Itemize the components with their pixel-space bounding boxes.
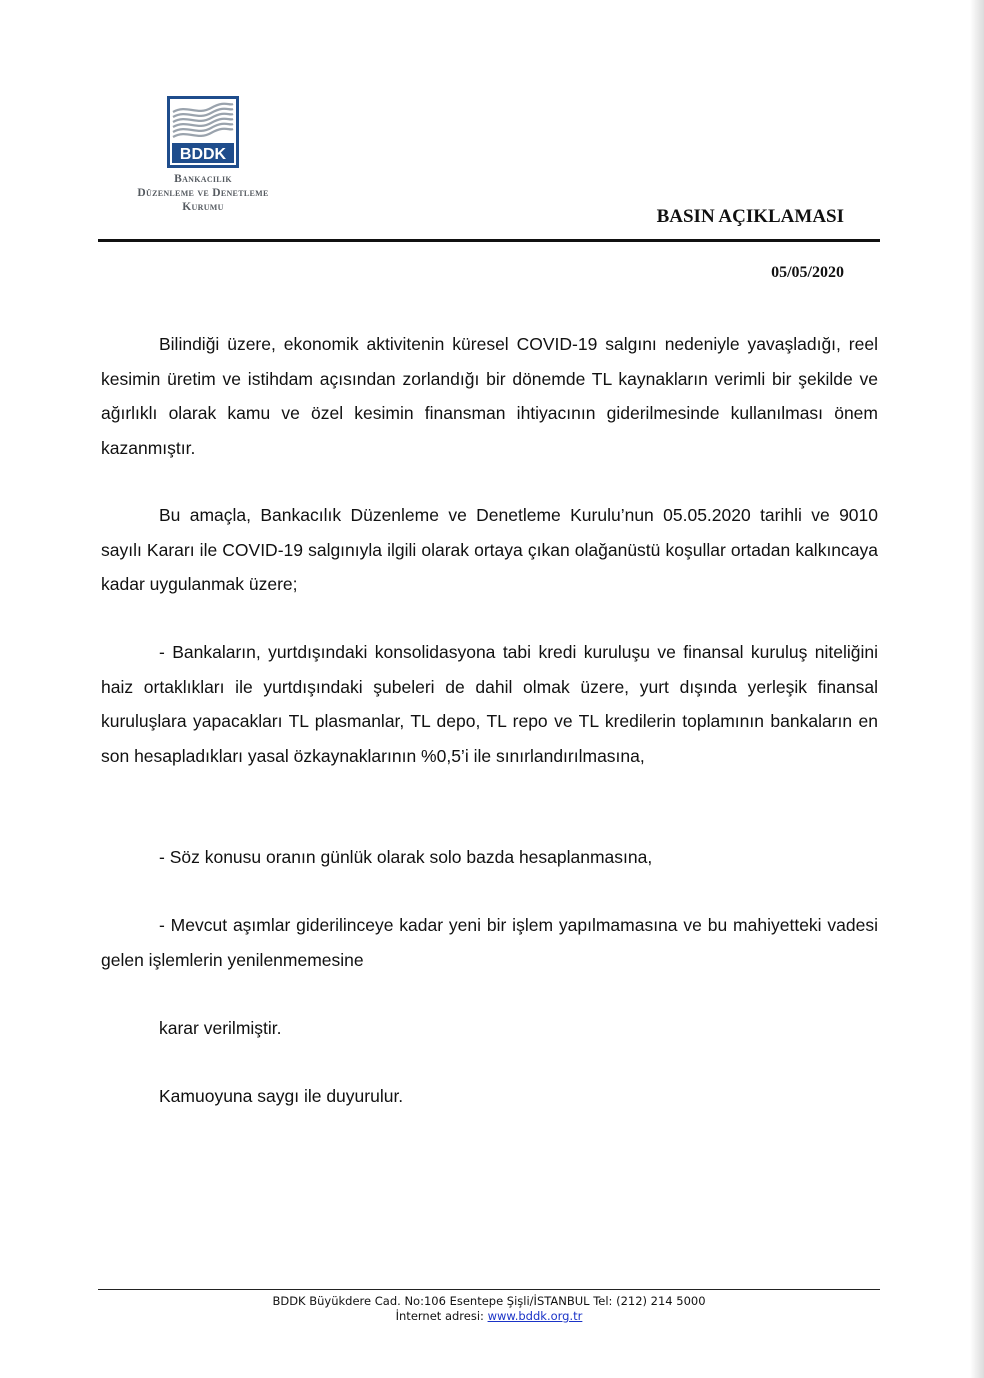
logo-caption-line-2: Düzenleme ve Denetleme (137, 187, 269, 199)
logo-caption-line-1: Bankacılık (174, 173, 232, 185)
paragraph-2: Bu amaçla, Bankacılık Düzenleme ve Denetleme Kurulu’nun 05.05.2020 tarihli ve 9010 sayılı Kararı ile COVID-19 salgınıyla ilgili olarak ortaya çıkan olağanüstü koşullar ortadan kalkıncaya kadar uygulanmak üzere; (101, 505, 878, 594)
paragraph-4: - Söz konusu oranın günlük olarak solo bazda hesaplanmasına, (159, 847, 653, 867)
paragraph-3: - Bankaların, yurtdışındaki konsolidasyona tabi kredi kuruluşu ve finansal kuruluş niteliğini haiz ortaklıkları ile yurtdışındaki şubeleri de dahil olmak üzere, yurt dışında yerleşik finansal kuruluşlara yapacakları TL plasmanlar, TL depo, TL repo ve TL kredilerin toplamının bankaların en son hesapladıkları yasal özkaynaklarının %0,5’i ile sınırlandırılmasına, (101, 642, 878, 766)
logo-abbr: BDDK (179, 146, 227, 163)
paragraph-6: karar verilmiştir. (159, 1018, 282, 1038)
paragraph-1: Bilindiği üzere, ekonomik aktivitenin küresel COVID-19 salgını nedeniyle yavaşladığı, reel kesimin üretim ve istihdam açısından zorlandığı bir dönemde TL kaynakların verimli bir şekilde ve ağırlıklı olarak kamu ve özel kesimin finansman ihtiyacının giderilmesinde kullanılması önem kazanmıştır. (101, 334, 878, 458)
page-title: BASIN AÇIKLAMASI (656, 206, 844, 227)
footer-divider (98, 1289, 880, 1290)
bddk-logo (108, 96, 298, 214)
paragraph-7: Kamuoyuna saygı ile duyurulur. (159, 1086, 404, 1106)
footer-address: BDDK Büyükdere Cad. No:106 Esentepe Şişli/İSTANBUL Tel: (212) 214 5000 (272, 1294, 706, 1308)
paragraph-5: - Mevcut aşımlar giderilinceye kadar yeni bir işlem yapılmamasına ve bu mahiyetteki vadesi gelen işlemlerin yenilenmemesine (101, 915, 878, 970)
logo-caption (108, 172, 298, 214)
page-edge-shadow (970, 0, 984, 1378)
logo-emblem-icon (167, 96, 239, 168)
website-link[interactable]: www.bddk.org.tr (487, 1309, 583, 1323)
footer (98, 1294, 880, 1324)
release-date: 05/05/2020 (771, 264, 844, 281)
footer-internet-label: İnternet adresi: (395, 1309, 484, 1323)
waves-emblem-icon (167, 96, 239, 168)
header-divider (98, 239, 880, 242)
footer-internet-line (98, 1309, 880, 1324)
logo-caption-line-3: Kurumu (182, 201, 224, 213)
